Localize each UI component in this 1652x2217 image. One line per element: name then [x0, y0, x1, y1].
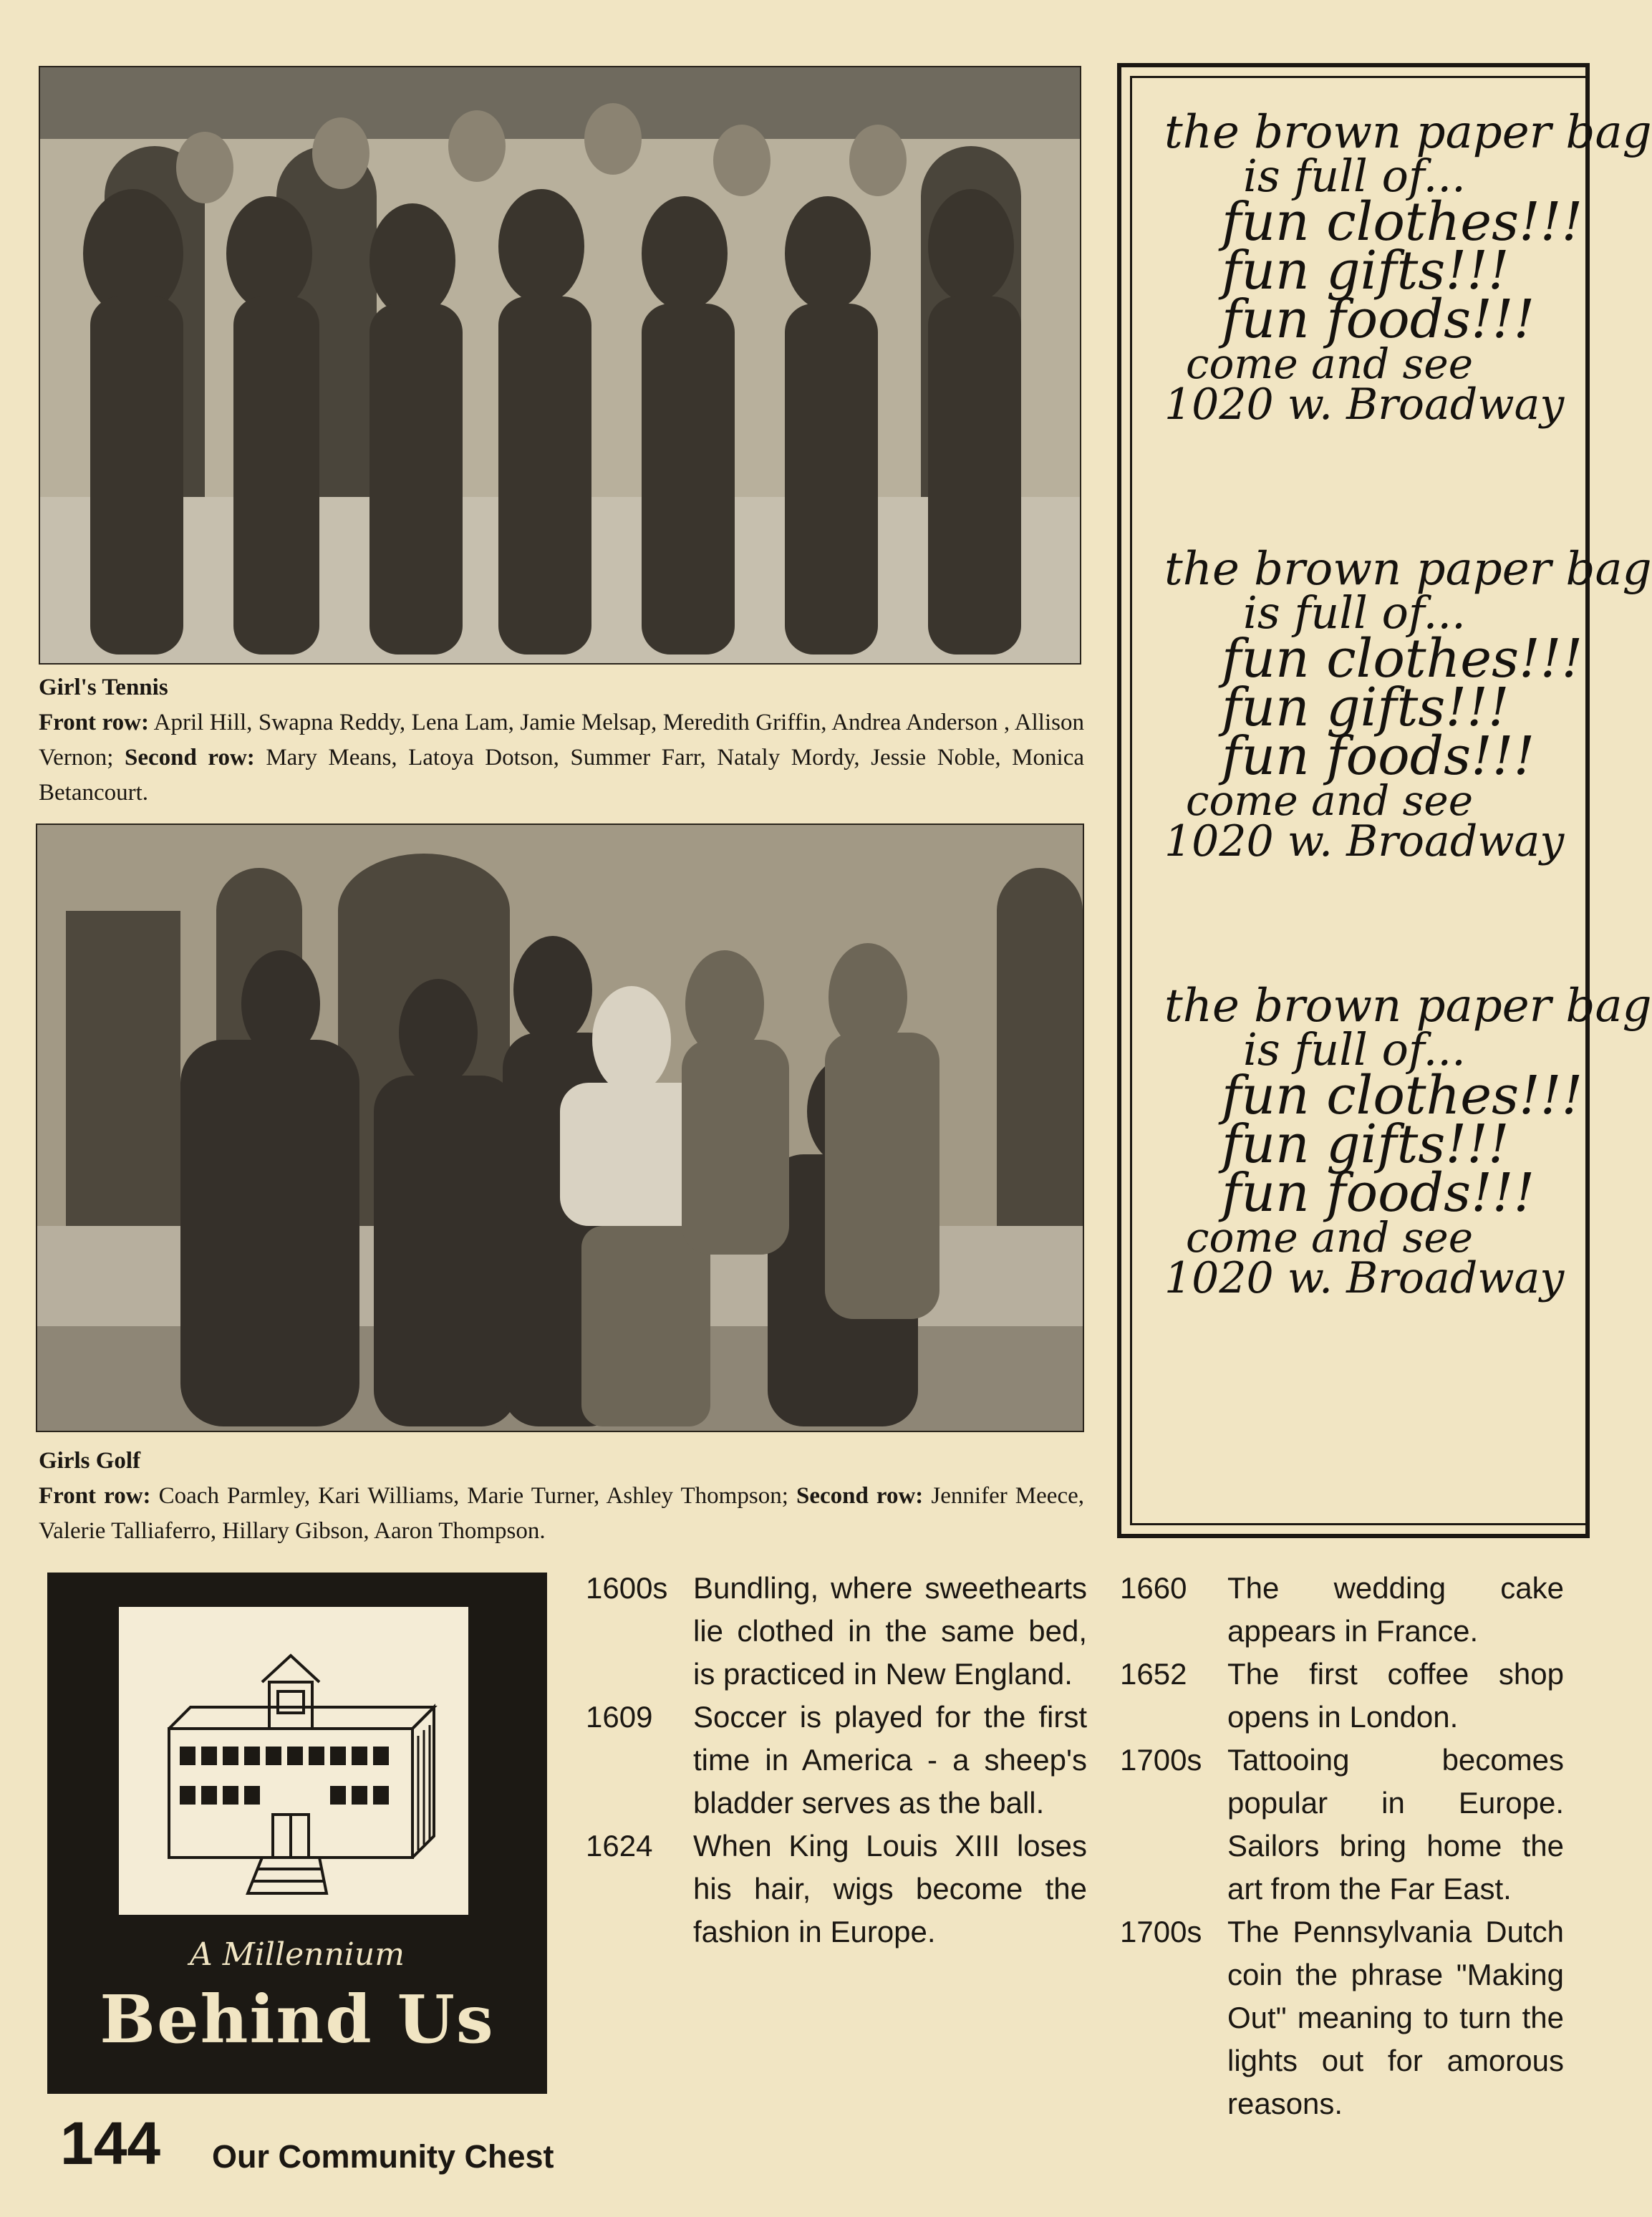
ad-subline: is full of...: [1243, 1023, 1466, 1076]
golf-team-photo: [36, 823, 1084, 1432]
ad-item: fun clothes!!!: [1222, 1065, 1583, 1126]
ad-item: fun gifts!!!: [1222, 1114, 1509, 1175]
ad-block: [1164, 106, 1652, 430]
section-title: Our Community Chest: [212, 2138, 554, 2175]
timeline-year: 1624: [586, 1829, 653, 1863]
ad-item: fun clothes!!!: [1222, 191, 1583, 253]
timeline-entry: [1120, 1653, 1564, 1739]
golf-second-row-label: Second row:: [796, 1483, 924, 1509]
timeline-text: The Pennsylvania Dutch coin the phrase "Making Out" meaning to turn the lights out for amorous reasons.: [1227, 1915, 1564, 2120]
ad-address: 1020 w. Broadway: [1164, 1253, 1565, 1303]
schoolhouse-icon: [119, 1607, 468, 1915]
timeline-year: 1600s: [586, 1571, 668, 1605]
timeline-entry: [586, 1567, 1087, 1696]
timeline-text: Soccer is played for the first time in America - a sheep's bladder serves as the ball.: [693, 1700, 1087, 1820]
ad-cta: come and see: [1186, 776, 1474, 825]
timeline-text: Tattooing becomes popular in Europe. Sailors bring home the art from the Far East.: [1227, 1743, 1564, 1906]
logo-title-text: Behind Us: [100, 1981, 495, 2058]
ad-item: fun foods!!!: [1222, 725, 1535, 787]
timeline-right-column: [1120, 1567, 1564, 2125]
ad-headline: the brown paper bag: [1164, 106, 1652, 159]
ad-subline: is full of...: [1243, 150, 1466, 202]
golf-front-row-label: Front row:: [39, 1483, 151, 1509]
timeline-entry: [586, 1696, 1087, 1825]
millennium-logo-box: [47, 1573, 547, 2094]
tennis-team-photo: [39, 66, 1081, 665]
schoolhouse-illustration: [119, 1607, 468, 1915]
golf-front-row-names: Coach Parmley, Kari Williams, Marie Turner, Ashley Thompson;: [150, 1483, 796, 1509]
ad-block: [1164, 980, 1652, 1303]
ad-address: 1020 w. Broadway: [1164, 816, 1565, 866]
logo-script-text: A Millennium: [190, 1936, 405, 1973]
tennis-front-row-names: April Hill, Swapna Reddy, Lena Lam, Jamie Melsap, Meredith Griffin, Andrea Anderson , Allison Vernon;: [39, 710, 1084, 771]
tennis-caption: [39, 670, 1084, 811]
ad-item: fun clothes!!!: [1222, 628, 1583, 690]
brown-paper-bag-ad: [1117, 63, 1652, 1538]
tennis-second-row-names: Mary Means, Latoya Dotson, Summer Farr, Nataly Mordy, Jessie Noble, Monica Betancourt.: [39, 745, 1084, 806]
ad-headline: the brown paper bag: [1164, 980, 1652, 1033]
ad-item: fun foods!!!: [1222, 289, 1535, 350]
timeline-year: 1700s: [1120, 1743, 1202, 1777]
ad-item: fun foods!!!: [1222, 1162, 1535, 1224]
timeline-year: 1700s: [1120, 1915, 1202, 1948]
ad-address: 1020 w. Broadway: [1164, 380, 1565, 430]
ad-headline: the brown paper bag: [1164, 543, 1652, 596]
page-number: 144: [60, 2110, 161, 2177]
timeline-text: The first coffee shop opens in London.: [1227, 1657, 1564, 1734]
timeline-entry: [1120, 1911, 1564, 2125]
ad-cta: come and see: [1186, 1213, 1474, 1262]
tennis-caption-title: Girl's Tennis: [39, 675, 168, 700]
tennis-second-row-label: Second row:: [125, 745, 255, 771]
timeline-year: 1609: [586, 1700, 653, 1734]
timeline-text: Bundling, where sweethearts lie clothed in the same bed, is practiced in New England.: [693, 1571, 1087, 1691]
ad-item: fun gifts!!!: [1222, 677, 1509, 738]
golf-caption-title: Girls Golf: [39, 1448, 141, 1474]
timeline-text: The wedding cake appears in France.: [1227, 1571, 1564, 1648]
golf-second-row-names: Jennifer Meece, Valerie Talliaferro, Hillary Gibson, Aaron Thompson.: [39, 1483, 1084, 1544]
timeline-year: 1652: [1120, 1657, 1187, 1691]
timeline-entry: [1120, 1567, 1564, 1653]
timeline-left-column: [586, 1567, 1087, 1953]
ad-item: fun gifts!!!: [1222, 240, 1509, 301]
timeline-year: 1660: [1120, 1571, 1187, 1605]
ad-subline: is full of...: [1243, 586, 1466, 639]
ad-cta: come and see: [1186, 339, 1474, 388]
tennis-front-row-label: Front row:: [39, 710, 149, 735]
golf-caption: [39, 1444, 1084, 1549]
ad-block: [1164, 543, 1652, 866]
timeline-entry: [586, 1825, 1087, 1953]
timeline-text: When King Louis XIII loses his hair, wigs become the fashion in Europe.: [693, 1829, 1087, 1948]
timeline-entry: [1120, 1739, 1564, 1911]
